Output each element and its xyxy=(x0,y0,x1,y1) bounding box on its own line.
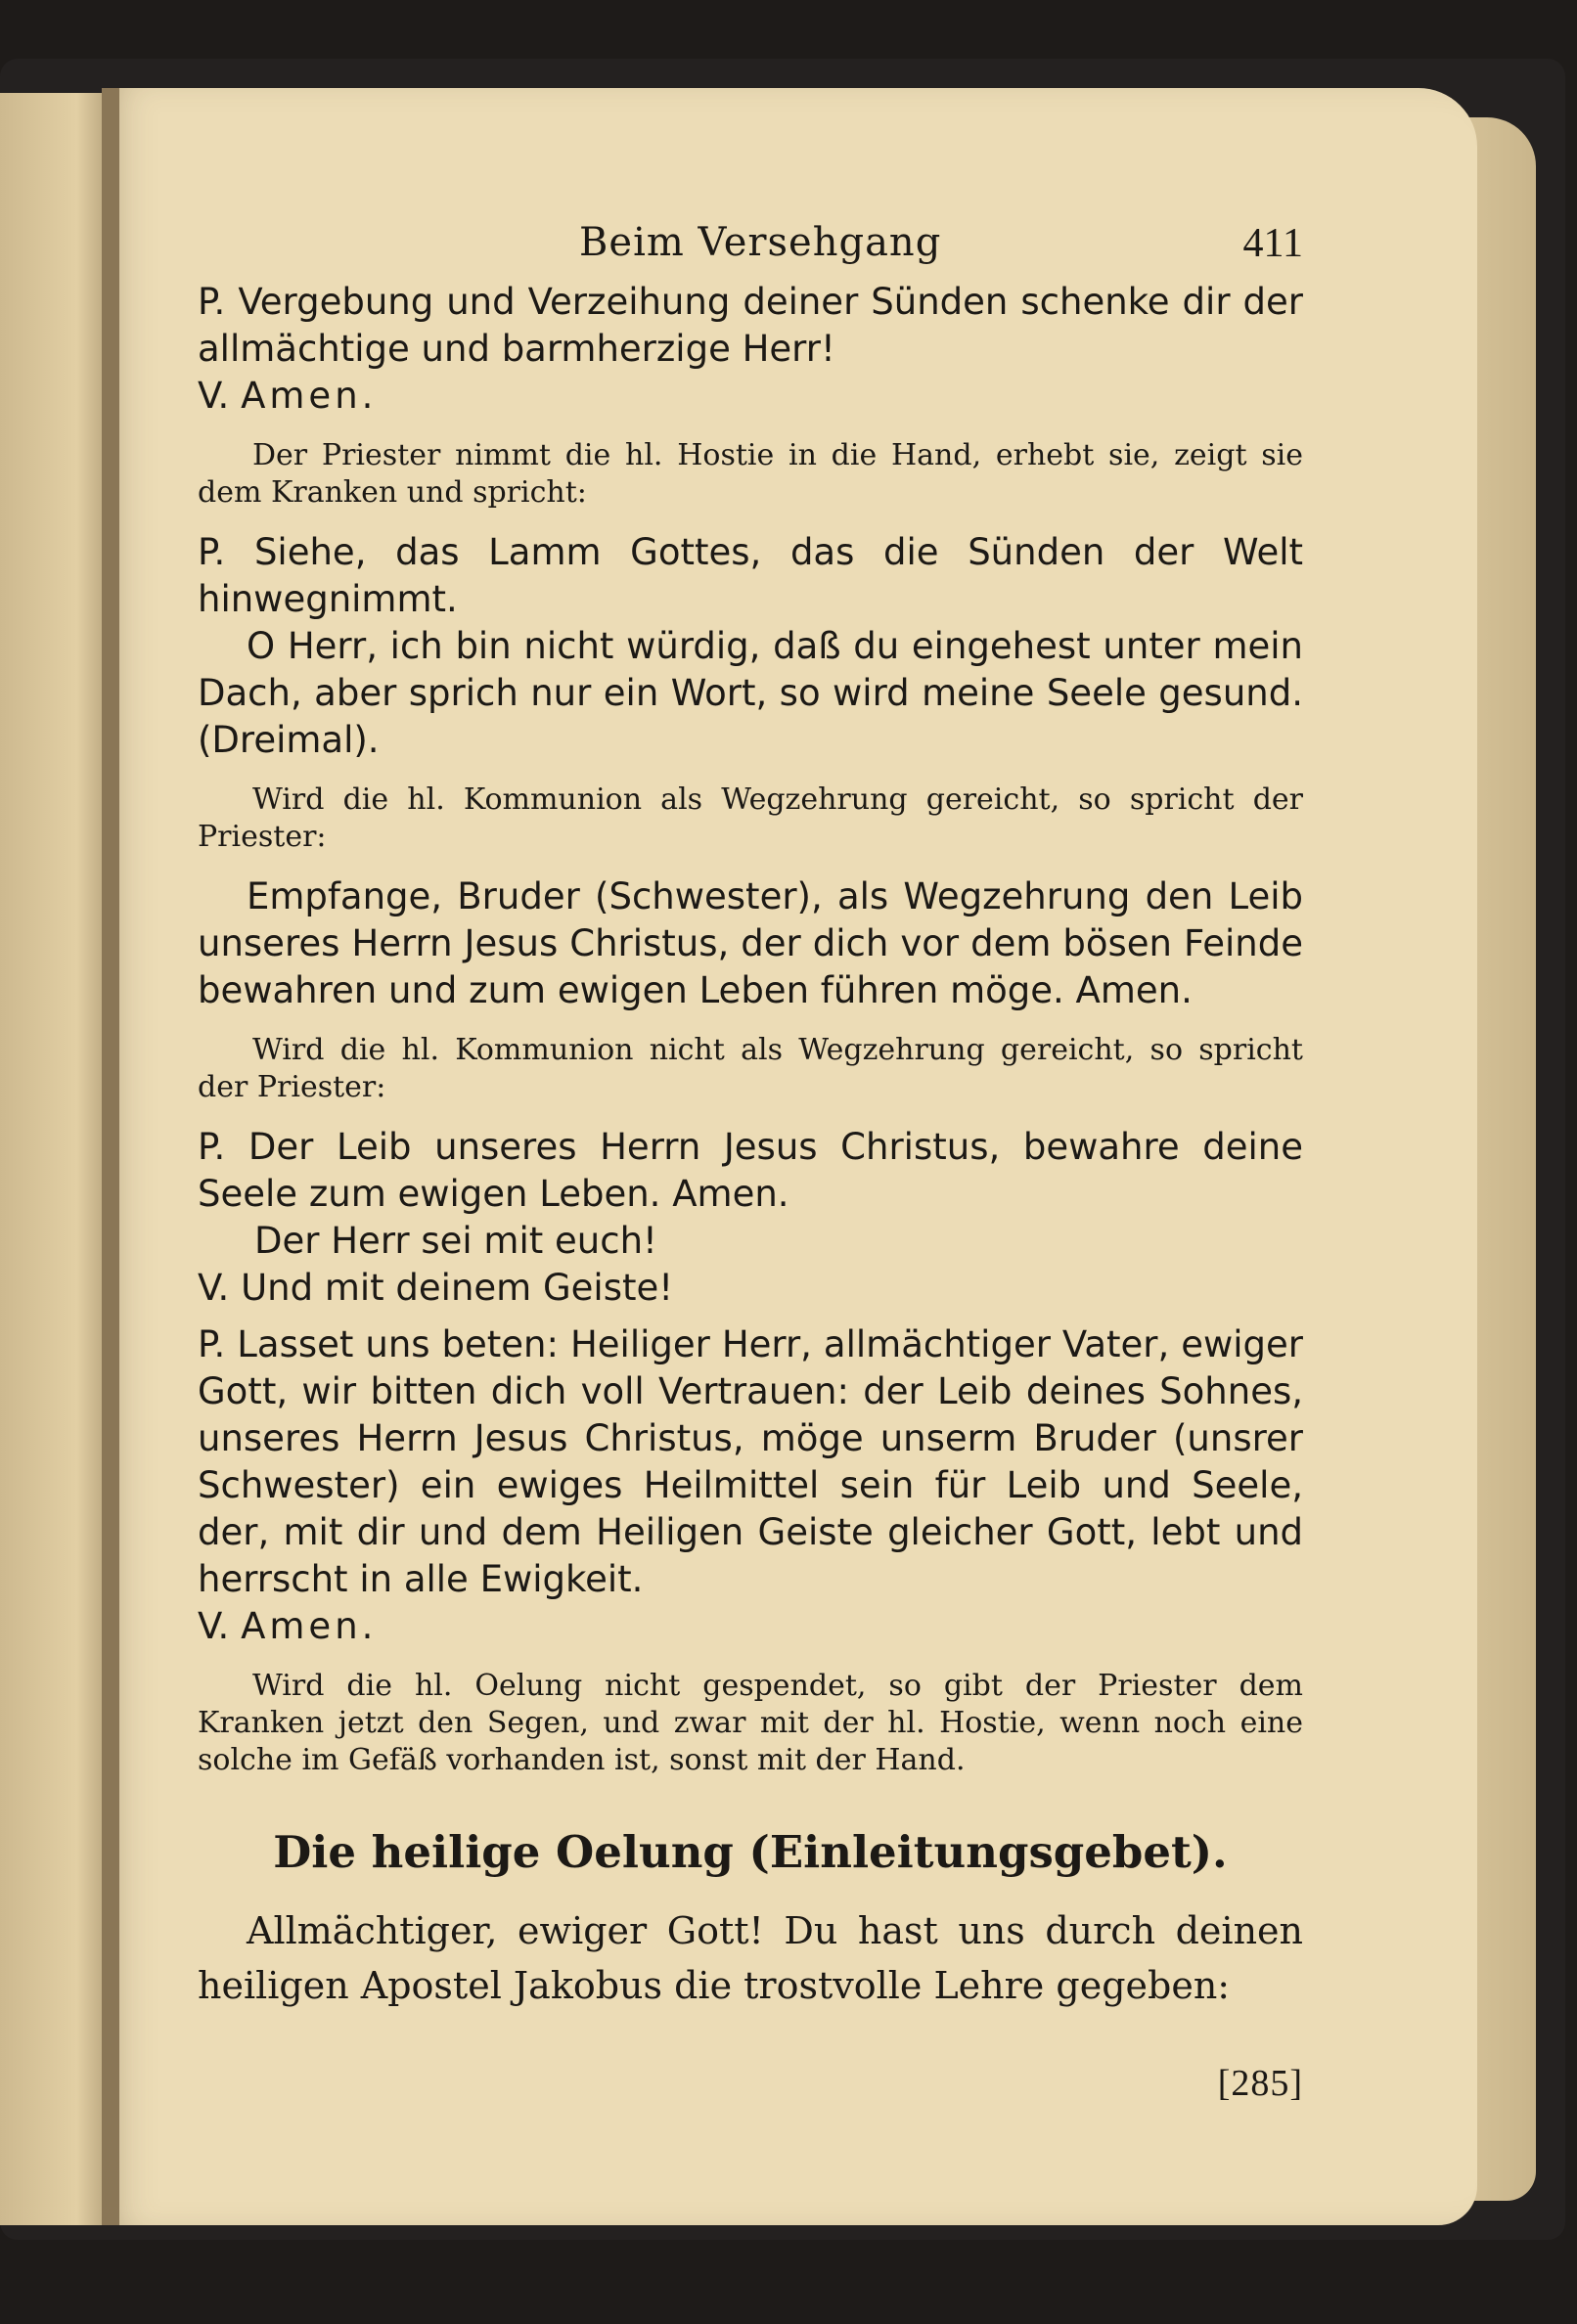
facing-page-edge xyxy=(0,93,110,2225)
page-header xyxy=(198,210,1303,279)
response-prefix: V. xyxy=(198,375,242,417)
rubric-viaticum: Wird die hl. Kommunion als Wegzehrung gereicht, so spricht der Priester: xyxy=(198,782,1303,854)
rubric-elevation: Der Priester nimmt die hl. Hostie in die Hand, erhebt sie, zeigt sie dem Kranken und spricht: xyxy=(198,438,1303,510)
section-title: Die heilige Oelung (Einleitungsgebet). xyxy=(273,1826,1228,1878)
dominus-vobiscum: Der Herr sei mit euch! xyxy=(254,1220,657,1262)
domine-non-sum-dignus: O Herr, ich bin nicht würdig, daß du eingehest unter mein Dach, aber sprich nur ein Wort, so wird meine Seele gesund. (Dreimal). xyxy=(198,625,1303,761)
viaticum-formula: Empfange, Bruder (Schwester), als Wegzehrung den Leib unseres Herrn Jesus Christus, der dich vor dem bösen Feinde bewahren und zum ewigen Leben führen möge. Amen. xyxy=(198,875,1303,1011)
response-amen-1 xyxy=(198,373,1303,420)
et-cum-spiritu: V. Und mit deinem Geiste! xyxy=(198,1267,674,1309)
printer-signature: [285] xyxy=(1217,2063,1303,2104)
running-head: Beim Versehgang xyxy=(579,220,942,265)
amen-word: Amen. xyxy=(241,1605,378,1647)
section-opening-text: Allmächtiger, ewiger Gott! Du hast uns durch deinen heiligen Apostel Jakobus die trostvolle Lehre gegeben: xyxy=(198,1909,1303,2007)
priest-corpus-domini: P. Der Leib unseres Herrn Jesus Christus, bewahre deine Seele zum ewigen Leben. Amen. xyxy=(198,1126,1303,1215)
page-gutter xyxy=(102,88,119,2225)
response-prefix: V. xyxy=(198,1605,242,1647)
page-content xyxy=(198,210,1303,2105)
page-number: 411 xyxy=(1242,221,1303,266)
rubric-blessing: Wird die hl. Oelung nicht gespendet, so gibt der Priester dem Kranken jetzt den Segen, und zwar mit der hl. Hostie, wenn noch eine solche im Gefäß vorhanden ist, sonst mit der Hand. xyxy=(198,1669,1303,1777)
spacer xyxy=(198,1312,1303,1321)
response-amen-2 xyxy=(198,1603,1303,1650)
rubric-non-viaticum: Wird die hl. Kommunion nicht als Wegzehrung gereicht, so spricht der Priester: xyxy=(198,1033,1303,1104)
priest-absolution: P. Vergebung und Verzeihung deiner Sünden schenke dir der allmächtige und barmherzige Herr! xyxy=(198,281,1303,370)
oremus-prayer: P. Lasset uns beten: Heiliger Herr, allmächtiger Vater, ewiger Gott, wir bitten dich voll Vertrauen: der Leib deines Sohnes, unseres Herrn Jesus Christus, möge unserm Bruder (unsrer Schwester) ein ewiges Heilmittel sein für Leib und Seele, der, mit dir und dem Heiligen Geiste gleicher Gott, lebt und herrscht in alle Ewigkeit. xyxy=(198,1323,1303,1600)
amen-word: Amen. xyxy=(241,375,378,417)
priest-ecce-agnus: P. Siehe, das Lamm Gottes, das die Sünden der Welt hinwegnimmt. xyxy=(198,531,1303,620)
